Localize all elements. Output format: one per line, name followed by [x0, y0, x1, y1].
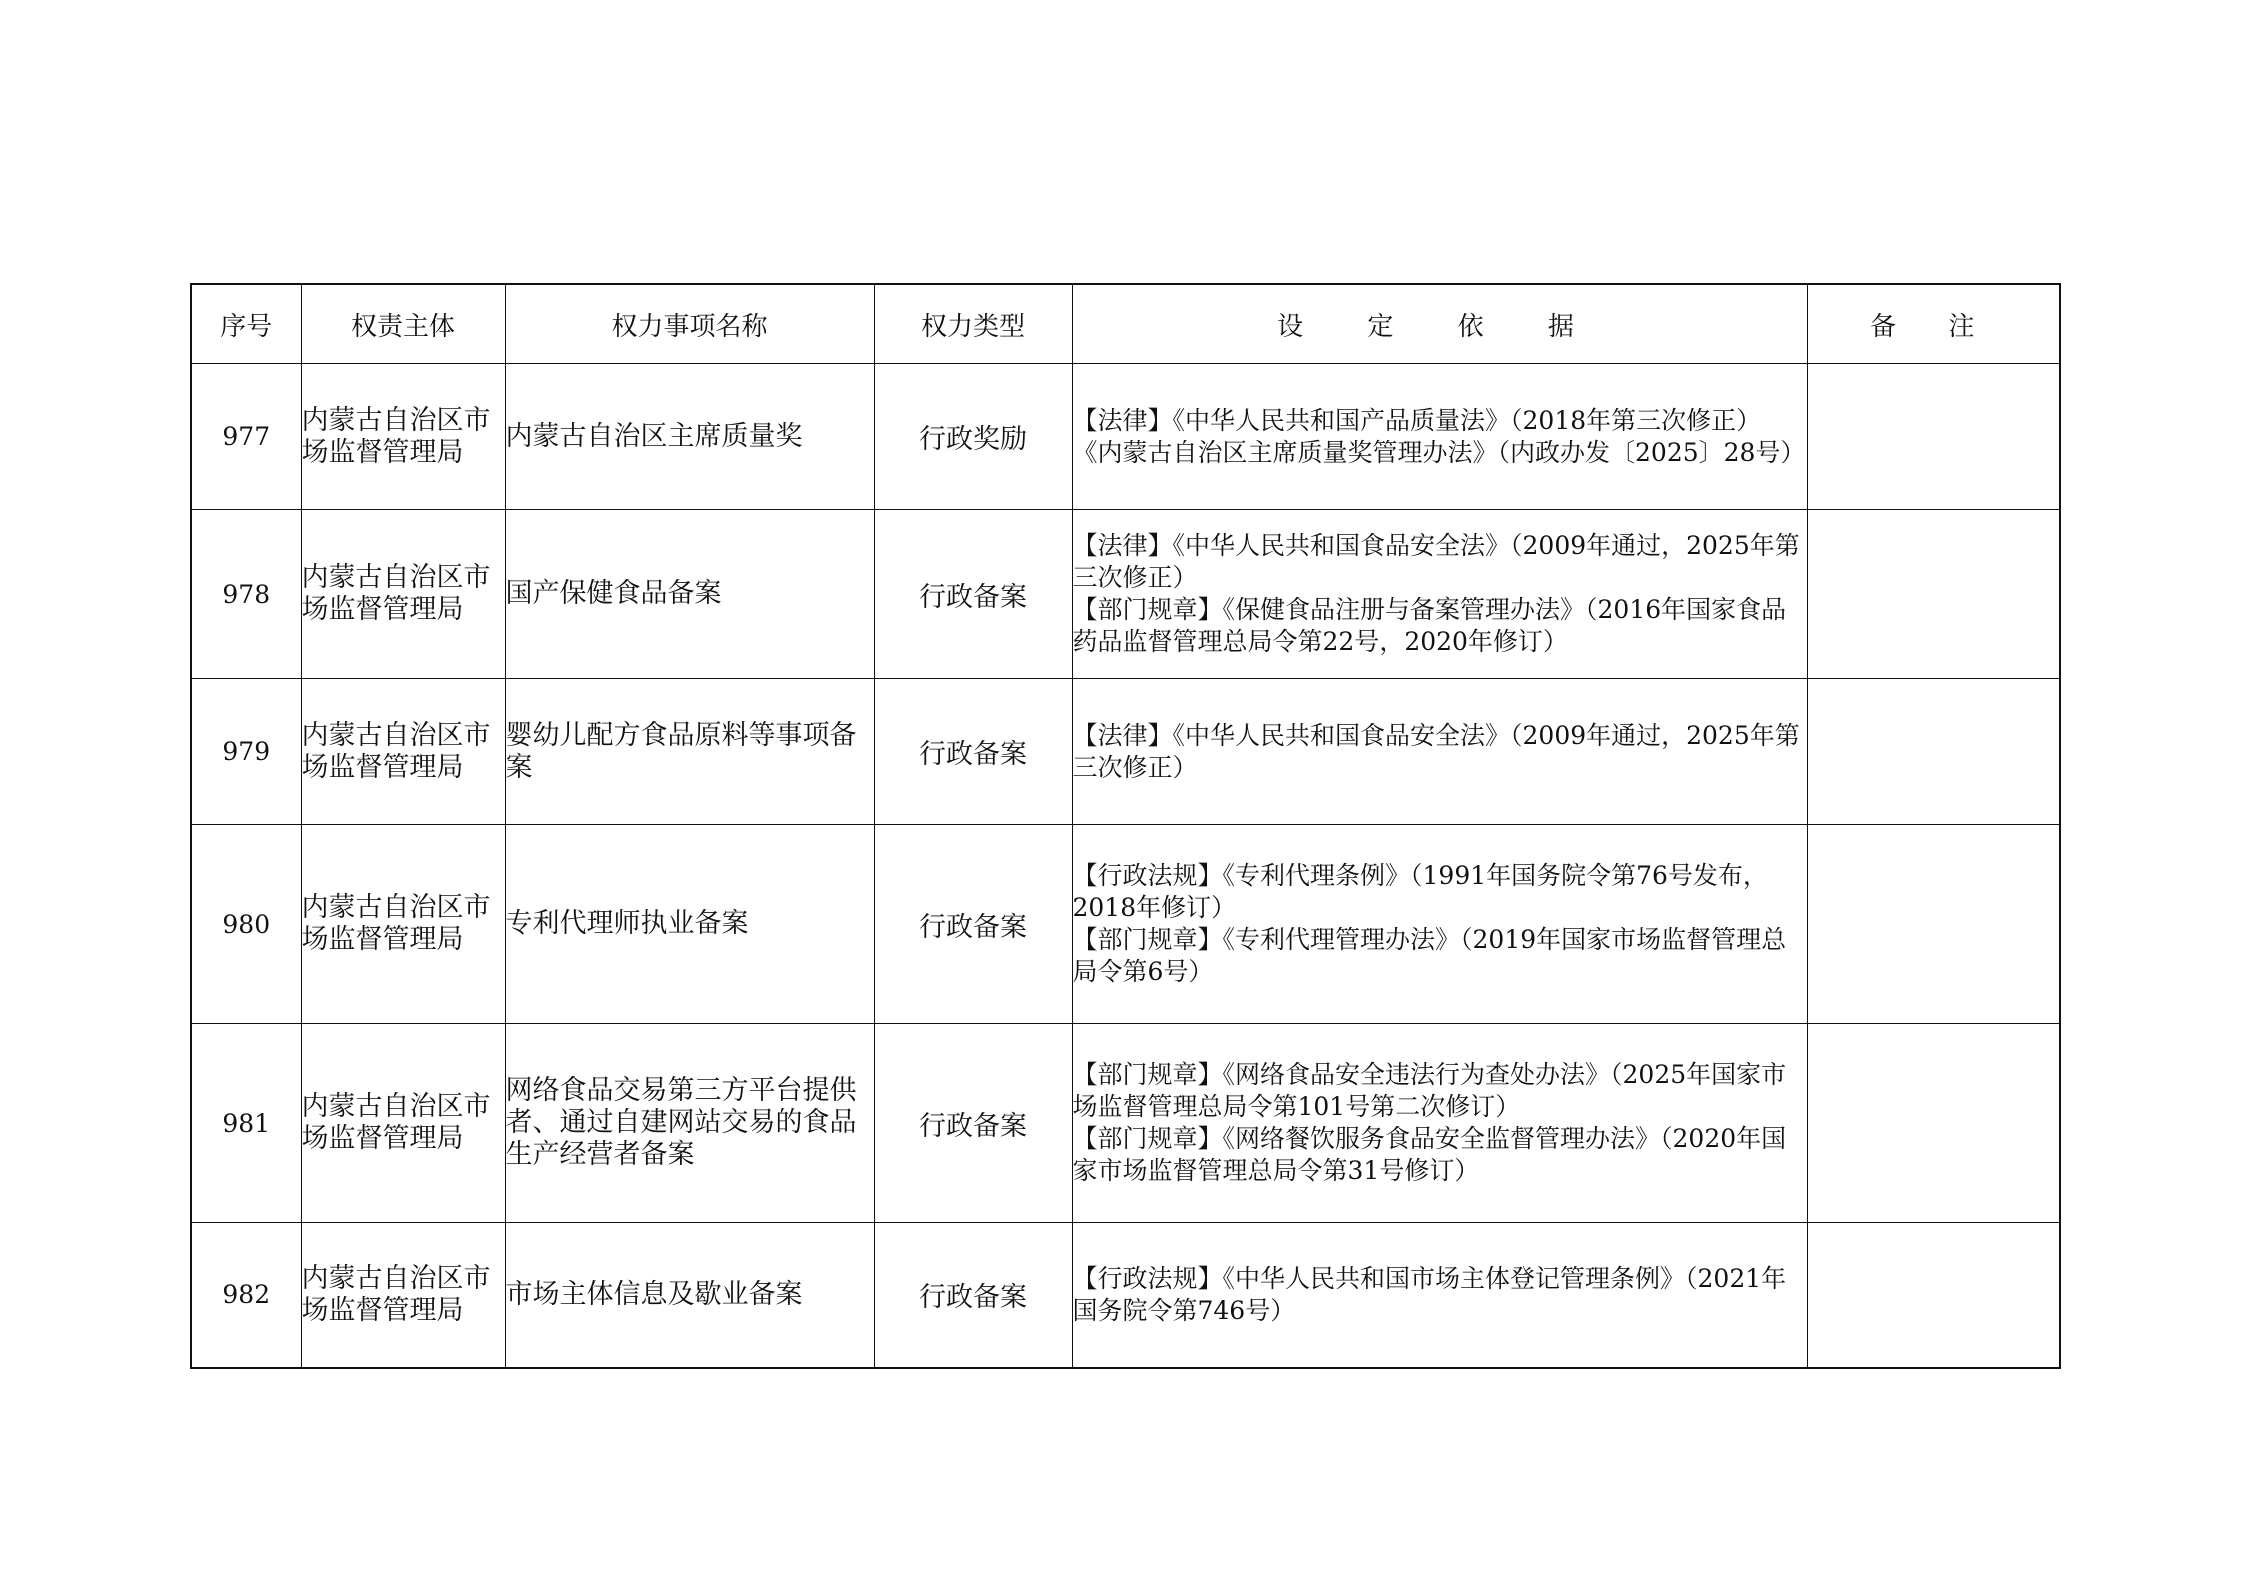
row-basis: [1072, 1223, 1807, 1368]
basis-paragraph: 《内蒙古自治区主席质量奖管理办法》（内政办发〔2025〕28号）: [1072, 437, 1806, 467]
table-row: [191, 510, 2060, 679]
authority-table: [190, 283, 2061, 1369]
row-subject: 内蒙古自治区市场监督管理局: [301, 1223, 505, 1368]
row-note: [1807, 364, 2060, 510]
row-note: [1807, 825, 2060, 1024]
row-basis: [1072, 1024, 1807, 1223]
header-basis: 设 定 依 据: [1072, 284, 1807, 364]
row-subject: 内蒙古自治区市场监督管理局: [301, 364, 505, 510]
basis-paragraph: 【行政法规】《专利代理条例》（1991年国务院令第76号发布，2018年修订）: [1072, 861, 1768, 922]
header-subject: 权责主体: [301, 284, 505, 364]
row-basis: [1072, 364, 1807, 510]
row-item: 内蒙古自治区主席质量奖: [505, 364, 874, 510]
header-item: 权力事项名称: [505, 284, 874, 364]
basis-paragraph: 【部门规章】《专利代理管理办法》（2019年国家市场监督管理总局令第6号）: [1072, 925, 1787, 986]
table-row: [191, 364, 2060, 510]
row-type: 行政奖励: [874, 364, 1072, 510]
row-basis: [1072, 510, 1807, 679]
table-row: [191, 825, 2060, 1024]
row-item: 婴幼儿配方食品原料等事项备案: [505, 679, 874, 825]
row-seq: 979: [191, 679, 301, 825]
row-seq: 981: [191, 1024, 301, 1223]
row-seq: 977: [191, 364, 301, 510]
row-type: 行政备案: [874, 825, 1072, 1024]
header-type: 权力类型: [874, 284, 1072, 364]
row-item: 网络食品交易第三方平台提供者、通过自建网站交易的食品生产经营者备案: [505, 1024, 874, 1223]
row-item: 国产保健食品备案: [505, 510, 874, 679]
row-note: [1807, 1223, 2060, 1368]
header-row: [191, 284, 2060, 364]
table-row: [191, 1223, 2060, 1368]
basis-paragraph: 【部门规章】《网络餐饮服务食品安全监督管理办法》（2020年国家市场监督管理总局令第31号修订）: [1072, 1124, 1787, 1185]
row-note: [1807, 679, 2060, 825]
header-note: 备 注: [1807, 284, 2060, 364]
row-subject: 内蒙古自治区市场监督管理局: [301, 825, 505, 1024]
row-subject: 内蒙古自治区市场监督管理局: [301, 1024, 505, 1223]
row-type: 行政备案: [874, 510, 1072, 679]
table-row: [191, 679, 2060, 825]
header-seq: 序号: [191, 284, 301, 364]
basis-paragraph: 【行政法规】《中华人民共和国市场主体登记管理条例》（2021年国务院令第746号）: [1072, 1263, 1787, 1325]
basis-paragraph: 【法律】《中华人民共和国食品安全法》（2009年通过，2025年第三次修正）: [1072, 531, 1800, 592]
row-basis: [1072, 825, 1807, 1024]
basis-paragraph: 【法律】《中华人民共和国产品质量法》（2018年第三次修正）: [1072, 405, 1762, 435]
row-item: 专利代理师执业备案: [505, 825, 874, 1024]
basis-paragraph: 【部门规章】《保健食品注册与备案管理办法》（2016年国家食品药品监督管理总局令第22号，2020年修订）: [1072, 595, 1787, 656]
row-type: 行政备案: [874, 1223, 1072, 1368]
basis-paragraph: 【法律】《中华人民共和国食品安全法》（2009年通过，2025年第三次修正）: [1072, 720, 1800, 782]
row-subject: 内蒙古自治区市场监督管理局: [301, 679, 505, 825]
row-seq: 982: [191, 1223, 301, 1368]
row-note: [1807, 510, 2060, 679]
table-row: [191, 1024, 2060, 1223]
row-basis: [1072, 679, 1807, 825]
row-seq: 978: [191, 510, 301, 679]
row-type: 行政备案: [874, 679, 1072, 825]
basis-paragraph: 【部门规章】《网络食品安全违法行为查处办法》（2025年国家市场监督管理总局令第101号第二次修订）: [1072, 1060, 1787, 1121]
row-subject: 内蒙古自治区市场监督管理局: [301, 510, 505, 679]
row-item: 市场主体信息及歇业备案: [505, 1223, 874, 1368]
row-note: [1807, 1024, 2060, 1223]
row-seq: 980: [191, 825, 301, 1024]
row-type: 行政备案: [874, 1024, 1072, 1223]
